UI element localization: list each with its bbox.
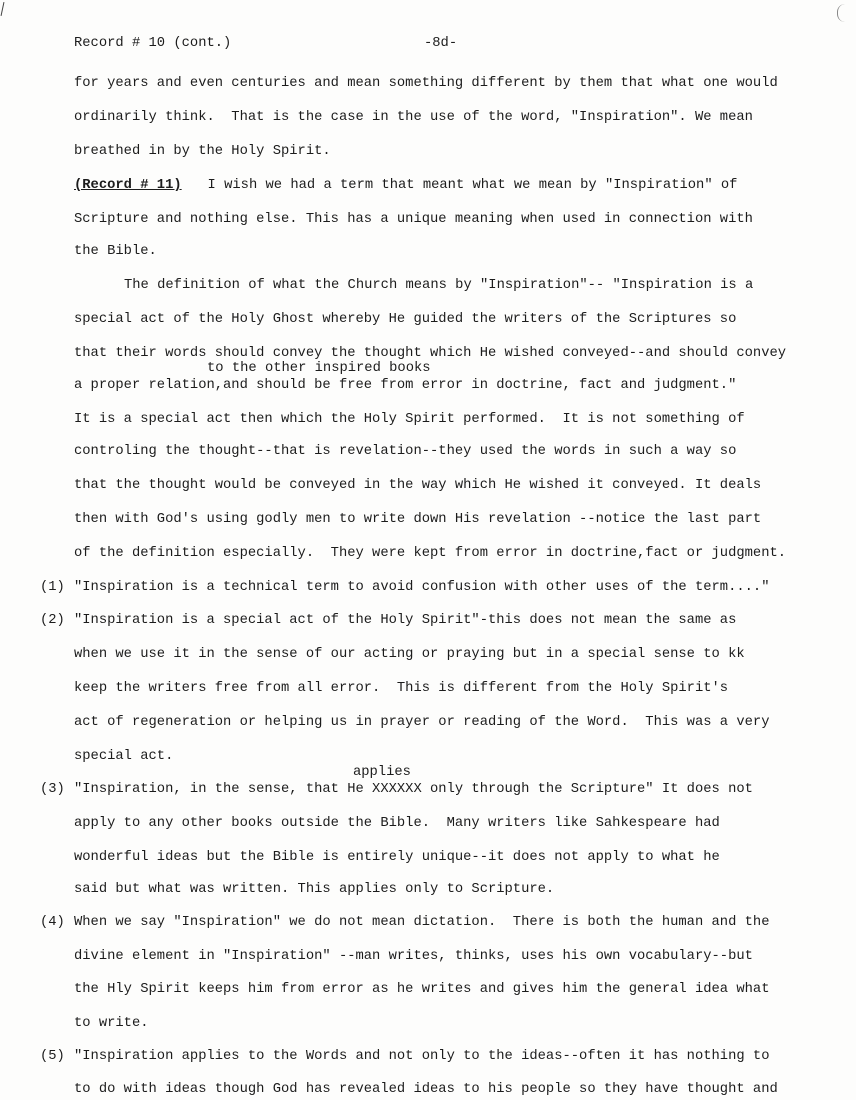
text-line: the Hly Spirit keeps him from error as he writes and gives him the general idea what (74, 982, 770, 997)
text-line: a proper relation,and should be free from error in doctrine, fact and judgment." (74, 378, 737, 393)
text-line: said but what was written. This applies only to Scripture. (74, 882, 555, 897)
interlinear-insert: applies (353, 765, 411, 780)
header-record: Record # 10 (cont.) (74, 36, 232, 51)
item-number: (1) (40, 580, 65, 595)
item-number: (3) (40, 782, 65, 797)
text-line: for years and even centuries and mean something different by them that what one would (74, 76, 778, 91)
text-line: that the thought would be conveyed in the way which He wished it conveyed. It deals (74, 478, 762, 493)
text-line: "Inspiration, in the sense, that He XXXXXX only through the Scripture" It does not (74, 782, 753, 797)
text-line: Scripture and nothing else. This has a unique meaning when used in connection with (74, 212, 753, 227)
text-line: wonderful ideas but the Bible is entirely unique--it does not apply to what he (74, 850, 720, 865)
text-line: breathed in by the Holy Spirit. (74, 144, 331, 159)
text-line: the Bible. (74, 244, 157, 259)
page-number: -8d- (424, 36, 458, 51)
text-line: divine element in "Inspiration" --man writes, thinks, uses his own vocabulary--but (74, 949, 753, 964)
text-line: to do with ideas though God has revealed ideas to his people so they have thought and (74, 1082, 778, 1097)
text-line: to write. (74, 1016, 149, 1031)
page-corner-mark (837, 4, 848, 22)
text-line: special act. (74, 749, 174, 764)
text-line: When we say "Inspiration" we do not mean dictation. There is both the human and the (74, 915, 770, 930)
interlinear-insert: to the other inspired books (207, 361, 431, 376)
text-line: "Inspiration is a special act of the Holy Spirit"-this does not mean the same as (74, 613, 737, 628)
item-number: (4) (40, 915, 65, 930)
text-line: ordinarily think. That is the case in the use of the word, "Inspiration". We mean (74, 110, 753, 125)
item-number: (5) (40, 1049, 65, 1064)
text-line: "Inspiration applies to the Words and not only to the ideas--often it has nothing to (74, 1049, 770, 1064)
text-line: It is a special act then which the Holy Spirit performed. It is not something of (74, 412, 745, 427)
text-line: "Inspiration is a technical term to avoid confusion with other uses of the term...." (74, 580, 770, 595)
margin-mark (1, 2, 5, 16)
text-line: I wish we had a term that meant what we mean by "Inspiration" of (191, 178, 738, 193)
text-line: apply to any other books outside the Bible. Many writers like Sahkespeare had (74, 816, 720, 831)
text-line: controling the thought--that is revelation--they used the words in such a way so (74, 444, 737, 459)
text-line: The definition of what the Church means by "Inspiration"-- "Inspiration is a (124, 278, 754, 293)
text-line: that their words should convey the thought which He wished conveyed--and should convey (74, 346, 787, 361)
text-line: when we use it in the sense of our acting or praying but in a special sense to kk (74, 647, 745, 662)
record-11-label: (Record # 11) (74, 178, 182, 193)
text-line: special act of the Holy Ghost whereby He guided the writers of the Scriptures so (74, 312, 737, 327)
text-line: then with God's using godly men to write down His revelation --notice the last part (74, 512, 762, 527)
text-line: act of regeneration or helping us in prayer or reading of the Word. This was a very (74, 715, 770, 730)
item-number: (2) (40, 613, 65, 628)
text-line: of the definition especially. They were kept from error in doctrine,fact or judgment. (74, 546, 787, 561)
text-line: keep the writers free from all error. This is different from the Holy Spirit's (74, 681, 729, 696)
